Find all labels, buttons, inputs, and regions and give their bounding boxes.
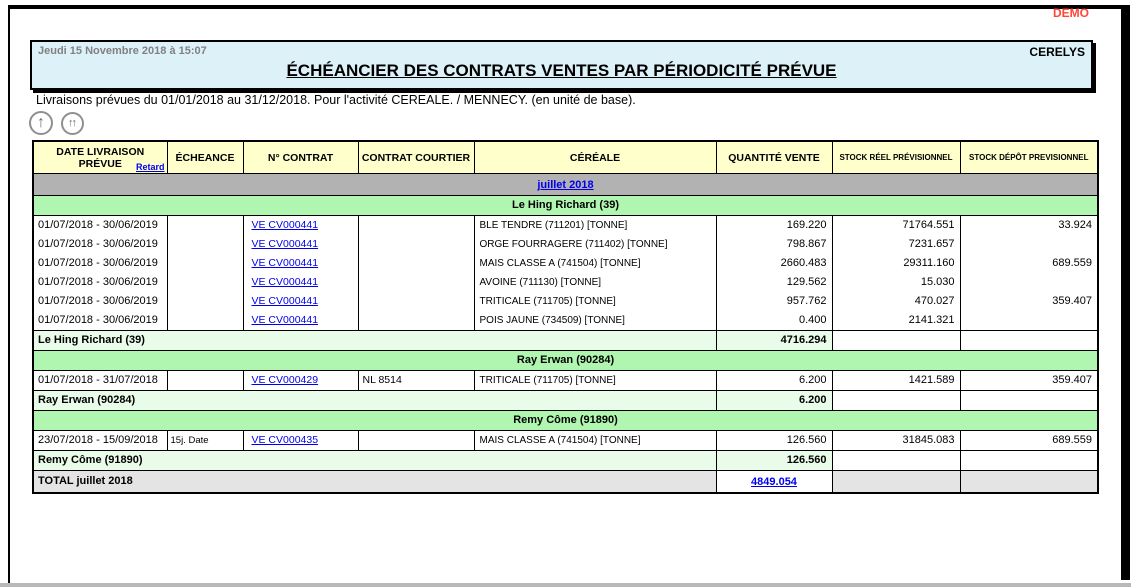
- cell-date-livraison: 01/07/2018 - 30/06/2019: [33, 235, 167, 254]
- cell-stock-reel: 7231.657: [832, 235, 960, 254]
- subtotal-label-cell: Remy Côme (91890): [33, 451, 716, 471]
- group-band-cell: Ray Erwan (90284): [33, 351, 1098, 371]
- cell-cereale: TRITICALE (711705) [TONNE]: [474, 371, 716, 391]
- cell-date-livraison: 01/07/2018 - 30/06/2019: [33, 273, 167, 292]
- cell-echeance: [167, 292, 243, 311]
- column-header-cereale: [474, 141, 716, 174]
- cell-date-livraison: 01/07/2018 - 30/06/2019: [33, 292, 167, 311]
- total-stock-reel-cell: [832, 471, 960, 494]
- report-datetime: Jeudi 15 Novembre 2018 à 15:07: [38, 45, 207, 57]
- cell-contract: [243, 292, 358, 311]
- window-border-top: [8, 5, 1122, 9]
- report-subtitle: Livraisons prévues du 01/01/2018 au 31/12/2018. Pour l'activité CEREALE. / MENNECY. (en unité de base).: [36, 93, 636, 107]
- group-row: [33, 351, 1098, 371]
- cell-stock-reel: 71764.551: [832, 216, 960, 236]
- cell-stock-depot: 689.559: [960, 254, 1098, 273]
- data-row: [33, 235, 1098, 254]
- subtotal-row: [33, 391, 1098, 411]
- column-header-label: STOCK RÉEL PRÉVISIONNEL: [839, 153, 953, 162]
- subtotal-qty-cell: 6.200: [716, 391, 832, 411]
- contract-link[interactable]: VE CV000441: [251, 314, 319, 326]
- data-row: [33, 273, 1098, 292]
- column-header-label: DATE LIVRAISON PRÉVUE: [56, 145, 145, 170]
- cell-stock-depot: [960, 235, 1098, 254]
- data-row: [33, 311, 1098, 331]
- group-band-cell: Remy Côme (91890): [33, 411, 1098, 431]
- cell-date-livraison: 01/07/2018 - 30/06/2019: [33, 216, 167, 236]
- group-row: [33, 196, 1098, 216]
- page-title: ÉCHÉANCIER DES CONTRATS VENTES PAR PÉRIODICITÉ PRÉVUE: [286, 61, 837, 80]
- total-qty-cell: [716, 471, 832, 494]
- data-row: [33, 292, 1098, 311]
- cell-courtier: [358, 254, 474, 273]
- cell-echeance: [167, 216, 243, 236]
- data-row: [33, 216, 1098, 236]
- cell-courtier: [358, 216, 474, 236]
- double-up-arrow-icon: ↑↑: [68, 116, 75, 129]
- cell-stock-reel: 15.030: [832, 273, 960, 292]
- cell-contract: [243, 431, 358, 451]
- cell-quantite: 126.560: [716, 431, 832, 451]
- cell-echeance: [167, 235, 243, 254]
- group-row: [33, 411, 1098, 431]
- column-header-quantite-vente: [716, 141, 832, 174]
- cell-echeance: [167, 254, 243, 273]
- subtotal-row: [33, 451, 1098, 471]
- column-header-contrat-courtier: [358, 141, 474, 174]
- contract-link[interactable]: VE CV000441: [251, 276, 319, 288]
- contracts-table: [32, 140, 1099, 494]
- cell-contract: [243, 254, 358, 273]
- cell-date-livraison: 01/07/2018 - 30/06/2019: [33, 254, 167, 273]
- cell-contract: [243, 273, 358, 292]
- column-header-label: CONTRAT COURTIER: [361, 151, 471, 164]
- cell-courtier: NL 8514: [358, 371, 474, 391]
- subtotal-stock-reel-cell: [832, 451, 960, 471]
- subtotal-stock-depot-cell: [960, 331, 1098, 351]
- cell-stock-depot: 689.559: [960, 431, 1098, 451]
- cell-date-livraison: 01/07/2018 - 30/06/2019: [33, 311, 167, 331]
- cell-contract: [243, 371, 358, 391]
- total-stock-depot-cell: [960, 471, 1098, 494]
- cell-courtier: [358, 311, 474, 331]
- cell-echeance: [167, 311, 243, 331]
- cell-cereale: POIS JAUNE (734509) [TONNE]: [474, 311, 716, 331]
- brand-label: CERELYS: [1029, 45, 1085, 59]
- cell-stock-depot: [960, 311, 1098, 331]
- subtotal-row: [33, 331, 1098, 351]
- cell-stock-reel: 31845.083: [832, 431, 960, 451]
- total-label-cell: TOTAL juillet 2018: [33, 471, 716, 494]
- report-header-box: [30, 40, 1093, 90]
- contract-link[interactable]: VE CV000441: [251, 238, 319, 250]
- cell-date-livraison: 23/07/2018 - 15/09/2018: [33, 431, 167, 451]
- cell-courtier: [358, 273, 474, 292]
- contract-link[interactable]: VE CV000441: [251, 257, 319, 269]
- cell-courtier: [358, 431, 474, 451]
- contract-link[interactable]: VE CV000441: [251, 295, 319, 307]
- window-border-right: [1121, 5, 1130, 580]
- cell-quantite: 957.762: [716, 292, 832, 311]
- month-link[interactable]: juillet 2018: [537, 179, 594, 191]
- data-row: [33, 254, 1098, 273]
- cell-stock-reel: 470.027: [832, 292, 960, 311]
- cell-stock-reel: 1421.589: [832, 371, 960, 391]
- cell-quantite: 6.200: [716, 371, 832, 391]
- subtotal-stock-reel-cell: [832, 391, 960, 411]
- up-arrow-icon: ↑: [37, 114, 45, 131]
- cell-cereale: BLE TENDRE (711201) [TONNE]: [474, 216, 716, 236]
- cell-stock-depot: [960, 273, 1098, 292]
- cell-courtier: [358, 292, 474, 311]
- column-header-stock-reel: [832, 141, 960, 174]
- cell-echeance: [167, 273, 243, 292]
- cell-cereale: MAIS CLASSE A (741504) [TONNE]: [474, 254, 716, 273]
- cell-courtier: [358, 235, 474, 254]
- column-header-label: N° CONTRAT: [267, 151, 334, 164]
- cell-quantite: 2660.483: [716, 254, 832, 273]
- column-header-label: QUANTITÉ VENTE: [728, 151, 820, 164]
- cell-quantite: 129.562: [716, 273, 832, 292]
- column-header-echeance: [167, 141, 243, 174]
- column-header-label: ÉCHEANCE: [175, 151, 235, 164]
- total-qty-link[interactable]: 4849.054: [751, 476, 797, 488]
- cell-echeance: 15j. Date: [167, 431, 243, 451]
- toolbar: [29, 111, 84, 135]
- contract-link[interactable]: VE CV000441: [251, 219, 319, 231]
- cell-stock-depot: 359.407: [960, 292, 1098, 311]
- cell-contract: [243, 311, 358, 331]
- cell-echeance: [167, 371, 243, 391]
- cell-contract: [243, 216, 358, 236]
- demo-watermark: DEMO: [1053, 6, 1089, 20]
- cell-contract: [243, 235, 358, 254]
- month-row: [33, 174, 1098, 196]
- group-band-cell: Le Hing Richard (39): [33, 196, 1098, 216]
- subtotal-stock-depot-cell: [960, 451, 1098, 471]
- column-header-label: STOCK DÉPÔT PREVISIONNEL: [969, 153, 1089, 162]
- cell-cereale: TRITICALE (711705) [TONNE]: [474, 292, 716, 311]
- subtotal-label-cell: Le Hing Richard (39): [33, 331, 716, 351]
- data-row: [33, 371, 1098, 391]
- contract-link[interactable]: VE CV000429: [251, 374, 319, 386]
- column-header-no-contrat: [243, 141, 358, 174]
- table-header-row: [33, 141, 1098, 174]
- scroll-up-button[interactable]: [29, 111, 53, 135]
- column-header-label: CÉRÉALE: [569, 151, 621, 164]
- cell-cereale: MAIS CLASSE A (741504) [TONNE]: [474, 431, 716, 451]
- subtotal-qty-cell: 4716.294: [716, 331, 832, 351]
- cell-cereale: ORGE FOURRAGERE (711402) [TONNE]: [474, 235, 716, 254]
- window-border-left: [8, 5, 10, 585]
- cell-stock-depot: 359.407: [960, 371, 1098, 391]
- cell-cereale: AVOINE (711130) [TONNE]: [474, 273, 716, 292]
- scroll-top-button[interactable]: [61, 112, 84, 135]
- subtotal-stock-reel-cell: [832, 331, 960, 351]
- cell-quantite: 798.867: [716, 235, 832, 254]
- cell-stock-depot: 33.924: [960, 216, 1098, 236]
- contract-link[interactable]: VE CV000435: [251, 434, 319, 446]
- column-header-stock-depot: [960, 141, 1098, 174]
- cell-quantite: 0.400: [716, 311, 832, 331]
- cell-quantite: 169.220: [716, 216, 832, 236]
- month-band-cell: [33, 174, 1098, 196]
- subtotal-stock-depot-cell: [960, 391, 1098, 411]
- subtotal-label-cell: Ray Erwan (90284): [33, 391, 716, 411]
- cell-stock-reel: 29311.160: [832, 254, 960, 273]
- total-row: [33, 471, 1098, 494]
- window-border-bottom: [0, 583, 1131, 587]
- cell-stock-reel: 2141.321: [832, 311, 960, 331]
- column-header-date-livraison: [33, 141, 167, 174]
- subtotal-qty-cell: 126.560: [716, 451, 832, 471]
- data-row: [33, 431, 1098, 451]
- cell-date-livraison: 01/07/2018 - 31/07/2018: [33, 371, 167, 391]
- retard-link[interactable]: Retard: [135, 162, 165, 172]
